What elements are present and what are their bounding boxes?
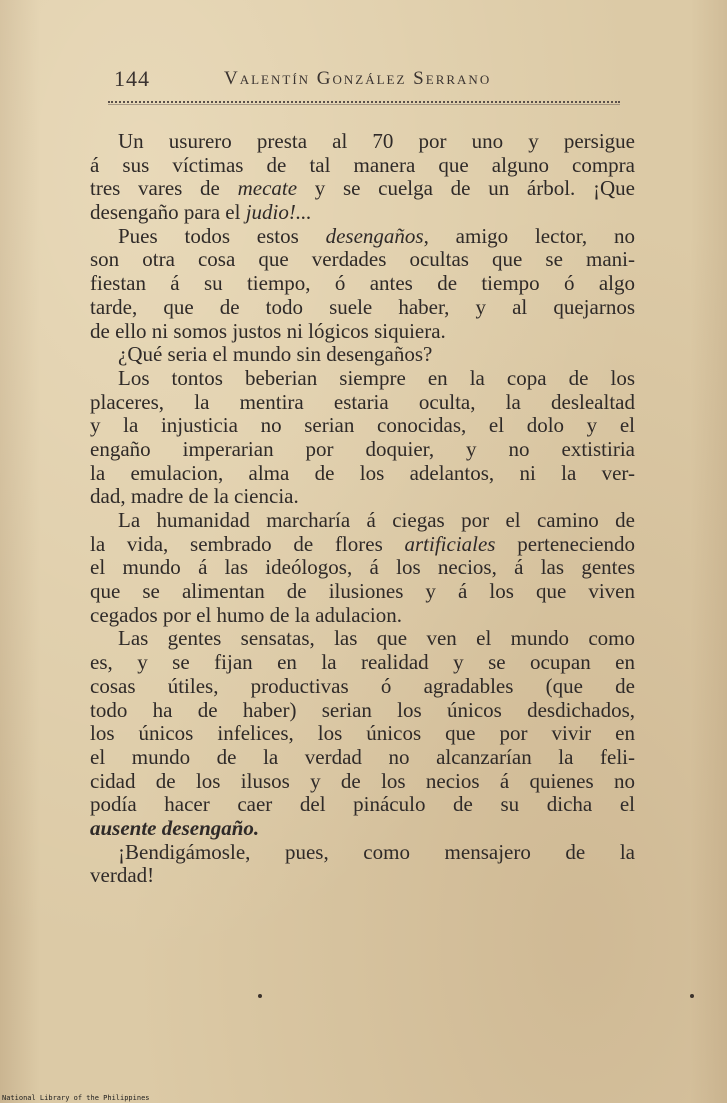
header-rule-underline [108,104,620,105]
running-head: Valentín González Serrano [224,68,492,89]
text-segment: la vida, sembrado de flores [90,531,405,556]
text-segment: tres vares de [90,176,238,201]
italic-word: mecate [237,176,298,201]
text-segment: desengaño para el [90,200,246,225]
text-line-italic: ausente desengaño. [90,815,260,840]
text-line: ¿Qué seria el mundo sin desengaños? [118,342,433,367]
text-line: Un usurero presta al 70 por uno y persigue [118,129,635,153]
text-line: podía hacer caer del pináculo de su dicha el [90,792,635,817]
text-line: placeres, la mentira estaria oculta, la deslealtad [90,389,635,414]
text-line: el mundo á las ideólogos, á los necios, á las gentes [90,555,635,580]
text-line: fiestan á su tiempo, ó antes de tiempo ó algo [90,271,635,296]
text-line: dad, madre de la ciencia. [90,484,299,509]
body-text [90,130,635,888]
text-line: que se alimentan de ilusiones y á los que viven [90,579,635,604]
text-line: todo ha de haber) serian los únicos desdichados, [90,697,635,722]
text-line [90,533,635,557]
text-line: Las gentes sensatas, las que ven el mundo como [118,626,635,651]
header-rule [108,101,620,103]
text-line: de ello ni somos justos ni lógicos siquiera. [90,318,446,343]
text-line: engaño imperarian por doquier, y no extistiria [90,436,635,461]
paper-speck [258,994,262,998]
text-line: cidad de los ilusos y de los necios á quienes no [90,768,635,793]
text-line: á sus víctimas de tal manera que alguno compra [90,152,635,177]
text-line: cegados por el humo de la adulacion. [90,602,402,627]
text-line: la emulacion, alma de los adelantos, ni la ver- [90,460,635,485]
text-line: es, y se fijan en la realidad y se ocupan en [90,650,635,675]
text-line [90,177,635,201]
text-line: tarde, que de todo suele haber, y al quejarnos [90,294,635,319]
text-line: son otra cosa que verdades ocultas que se mani- [90,247,635,272]
library-credit: National Library of the Philippines [2,1094,150,1102]
italic-word: artificiales [404,531,496,556]
text-line: ¡Bendigámosle, pues, como mensajero de la [118,839,635,864]
text-segment: Pues todos estos [118,223,326,248]
text-line: Los tontos beberian siempre en la copa de los [118,365,635,390]
text-segment: perteneciendo [495,531,635,556]
text-line: y la injusticia no serian conocidas, el dolo y el [90,413,635,438]
text-segment: , amigo lector, no [423,223,635,248]
italic-word: judio!... [245,200,312,225]
page-header [114,66,634,96]
text-line: verdad! [90,863,155,888]
page-number: 144 [114,66,150,91]
text-line [90,225,635,249]
text-line: cosas útiles, productivas ó agradables (que de [90,673,635,698]
text-line: los únicos infelices, los únicos que por vivir en [90,721,635,746]
text-line: La humanidad marcharía á ciegas por el camino de [118,508,635,532]
text-line: el mundo de la verdad no alcanzarían la feli- [90,744,635,769]
text-segment: y se cuelga de un árbol. ¡Que [297,176,635,201]
text-line [90,201,635,225]
italic-word: desengaños [325,223,424,248]
paper-speck [690,994,694,998]
